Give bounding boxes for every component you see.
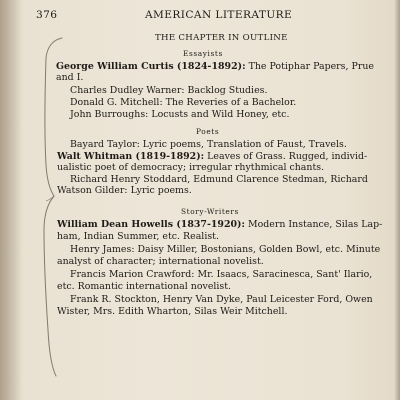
outline-line: Watson Gilder: Lyric poems. bbox=[57, 185, 192, 196]
outline-line: and I. bbox=[56, 72, 84, 83]
page-number: 376 bbox=[36, 9, 58, 21]
section-heading-essayists: Essayists bbox=[183, 49, 223, 58]
outline-line: Wister, Mrs. Edith Wharton, Silas Weir Mitchell. bbox=[57, 306, 288, 317]
outline-line: Charles Dudley Warner: Backlog Studies. bbox=[70, 85, 268, 96]
outline-title: THE CHAPTER IN OUTLINE bbox=[155, 33, 288, 43]
page-edge bbox=[394, 0, 400, 400]
outline-line: William Dean Howells (1837-1920): Modern Instance, Silas Lap- bbox=[57, 219, 383, 230]
outline-line: Richard Henry Stoddard, Edmund Clarence Stedman, Richard bbox=[70, 174, 368, 185]
section-heading-poets: Poets bbox=[196, 127, 220, 136]
outline-line: Bayard Taylor: Lyric poems, Translation of Faust, Travels. bbox=[70, 139, 347, 150]
running-title: AMERICAN LITERATURE bbox=[145, 9, 293, 21]
outline-line: Henry James: Daisy Miller, Bostonians, Golden Bowl, etc. Minute bbox=[70, 244, 381, 255]
section-heading-story-writers: Story-Writers bbox=[181, 207, 239, 216]
outline-line: etc. Romantic international novelist. bbox=[57, 281, 232, 292]
outline-line: analyst of character; international novelist. bbox=[57, 256, 264, 267]
outline-line: ham, Indian Summer, etc. Realist. bbox=[57, 231, 219, 242]
outline-line: Walt Whitman (1819-1892): Leaves of Grass. Rugged, individ- bbox=[57, 151, 368, 162]
outline-line: George William Curtis (1824-1892): The Potiphar Papers, Prue bbox=[56, 61, 374, 72]
outline-line: Francis Marion Crawford: Mr. Isaacs, Saracinesca, Sant' Ilario, bbox=[70, 269, 373, 280]
outline-line: ualistic poet of democracy; irregular rhythmical chants. bbox=[57, 162, 325, 173]
binding-shadow bbox=[0, 0, 22, 400]
outline-line: Frank R. Stockton, Henry Van Dyke, Paul Leicester Ford, Owen bbox=[70, 294, 373, 305]
outline-line: John Burroughs: Locusts and Wild Honey, etc. bbox=[70, 109, 290, 120]
outline-line: Donald G. Mitchell: The Reveries of a Bachelor. bbox=[70, 97, 297, 108]
